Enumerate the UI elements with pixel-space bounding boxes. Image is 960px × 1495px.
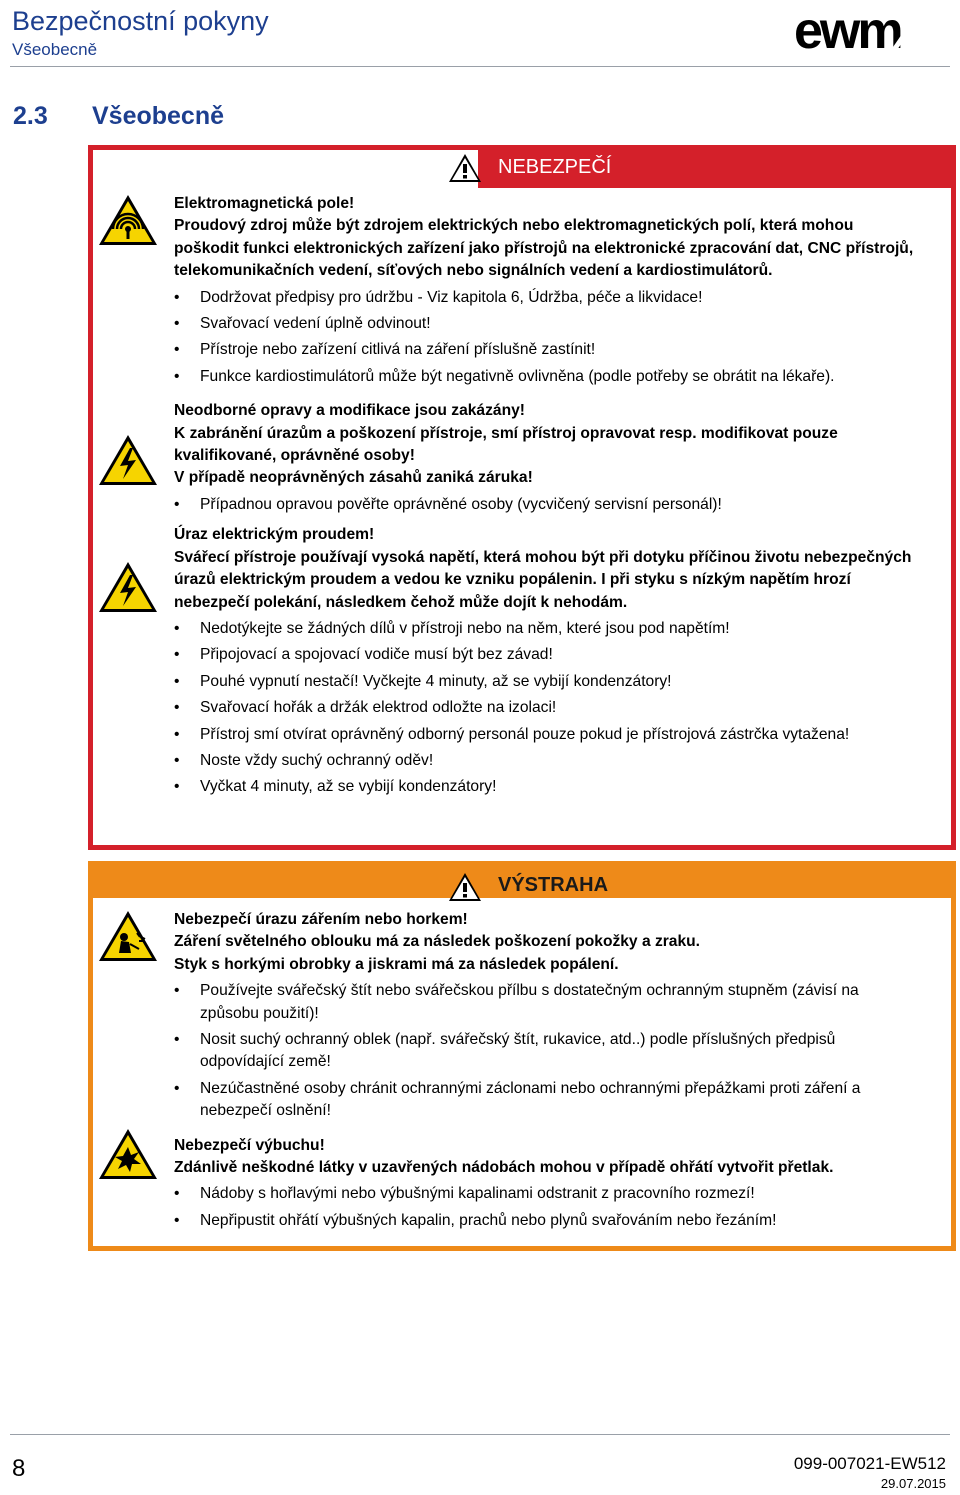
document-number: 099-007021-EW512 <box>793 1454 946 1473</box>
warning-triangle-icon <box>448 153 482 183</box>
danger-label: NEBEZPEČÍ <box>498 156 612 178</box>
list-item: • Přístroje nebo zařízení citlivá na záření příslušně zastínit! <box>174 339 914 361</box>
list-item: • Nádoby s hořlavými nebo výbušnými kapalinami odstranit z pracovního rozmezí! <box>174 1183 914 1205</box>
ewm-logo <box>794 10 940 54</box>
explosion-warning-icon <box>97 1127 159 1181</box>
repairs-line: K zabránění úrazům a poškození přístroje, smí přístroj opravovat resp. modifikovat pouze kvalifikované, oprávněné osoby! <box>174 424 838 465</box>
list-item: • Svařovací vedení úplně odvinout! <box>174 313 914 335</box>
electromagnetic-field-warning-icon <box>97 193 159 247</box>
list-item: • Nedotýkejte se žádných dílů v přístroji nebo na něm, které jsou pod napětím! <box>174 618 914 640</box>
document-date: 29.07.2015 <box>880 1476 946 1491</box>
radiation-heat-warning-icon <box>97 909 159 963</box>
list-item: • Noste vždy suchý ochranný oděv! <box>174 750 914 772</box>
list-item: • Svařovací hořák a držák elektrod odložte na izolaci! <box>174 697 914 719</box>
shock-heading: Úraz elektrickým proudem! <box>174 526 375 544</box>
electric-shock-warning-icon <box>97 560 159 614</box>
explosion-line: Nebezpečí výbuchu! <box>174 1136 325 1154</box>
repairs-line: V případě neoprávněných zásahů zaniká záruka! <box>174 469 533 487</box>
danger-content <box>174 193 914 799</box>
list-item: • Připojovací a spojovací vodiče musí být bez závad! <box>174 644 914 666</box>
header-divider <box>10 66 950 67</box>
section-number: 2.3 <box>13 102 48 130</box>
list-item: • Pouhé vypnutí nestačí! Vyčkejte 4 minuty, až se vybijí kondenzátory! <box>174 671 914 693</box>
list-item: • Funkce kardiostimulátorů může být negativně ovlivněna (podle potřeby se obrátit na lékaře). <box>174 366 914 388</box>
list-item: • Nezúčastněné osoby chránit ochrannými záclonami nebo ochrannými přepážkami proti záření a nebezpečí oslnění! <box>174 1078 914 1123</box>
list-item: • Používejte svářečský štít nebo svářečskou přílbu s dostatečným ochranným stupněm (závisí na způsobu použití)! <box>174 980 914 1025</box>
logo-text: ewm <box>794 10 901 54</box>
page-number: 8 <box>12 1455 26 1482</box>
high-voltage-warning-icon <box>97 433 159 487</box>
radiation-line: Záření světelného oblouku má za následek poškození pokožky a zraku. <box>174 933 701 951</box>
page-header-subtitle: Všeobecně <box>12 40 98 59</box>
emf-heading: Elektromagnetická pole! <box>174 195 355 212</box>
shock-text: Svářecí přístroje používají vysoká napětí, která mohou být při dotyku příčinou životu nebezpečných úrazů elektrickým proudem a vedou ke vzniku popálenin. I při styku s nízkým napětím hrozí nebezpečí polekání, následkem čehož může dojít k nehodám. <box>174 548 912 611</box>
footer-divider <box>10 1434 950 1435</box>
list-item: • Vyčkat 4 minuty, až se vybijí kondenzátory! <box>174 776 914 798</box>
explosion-line: Zdánlivě neškodné látky v uzavřených nádobách mohou v případě ohřátí vytvořit přetlak. <box>174 1159 834 1177</box>
list-item: • Případnou opravou pověřte oprávněné osoby (vycvičený servisní personál)! <box>174 494 914 516</box>
list-item: • Dodržovat předpisy pro údržbu - Viz kapitola 6, Údržba, péče a likvidace! <box>174 287 914 309</box>
warning-content <box>174 909 914 1232</box>
radiation-line: Nebezpečí úrazu zářením nebo horkem! <box>174 911 468 928</box>
list-item: • Nepřipustit ohřátí výbušných kapalin, prachů nebo plynů svařováním nebo řezáním! <box>174 1210 914 1232</box>
page-header-title: Bezpečnostní pokyny <box>12 6 269 36</box>
radiation-line: Styk s horkými obrobky a jiskrami má za následek popálení. <box>174 955 619 973</box>
emf-text: Proudový zdroj může být zdrojem elektrických nebo elektromagnetických polí, která mohou poškodit funkci elektronických zařízení jako přístrojů na elektronické zpracování dat, CNC přístrojů, telekomunikačních vedení, síťových nebo signálních vedení a kardiostimulátorů. <box>174 217 914 280</box>
list-item: • Přístroj smí otvírat oprávněný odborný personál pouze pokud je přístrojová zástrčka vytažena! <box>174 724 914 746</box>
warning-label: VÝSTRAHA <box>498 874 609 896</box>
warning-triangle-icon <box>448 872 482 902</box>
list-item: • Nosit suchý ochranný oblek (např. svářečský štít, rukavice, atd..) podle příslušných předpisů odpovídající země! <box>174 1029 914 1074</box>
section-title: Všeobecně <box>92 102 225 130</box>
repairs-line: Neodborné opravy a modifikace jsou zakázány! <box>174 402 525 420</box>
